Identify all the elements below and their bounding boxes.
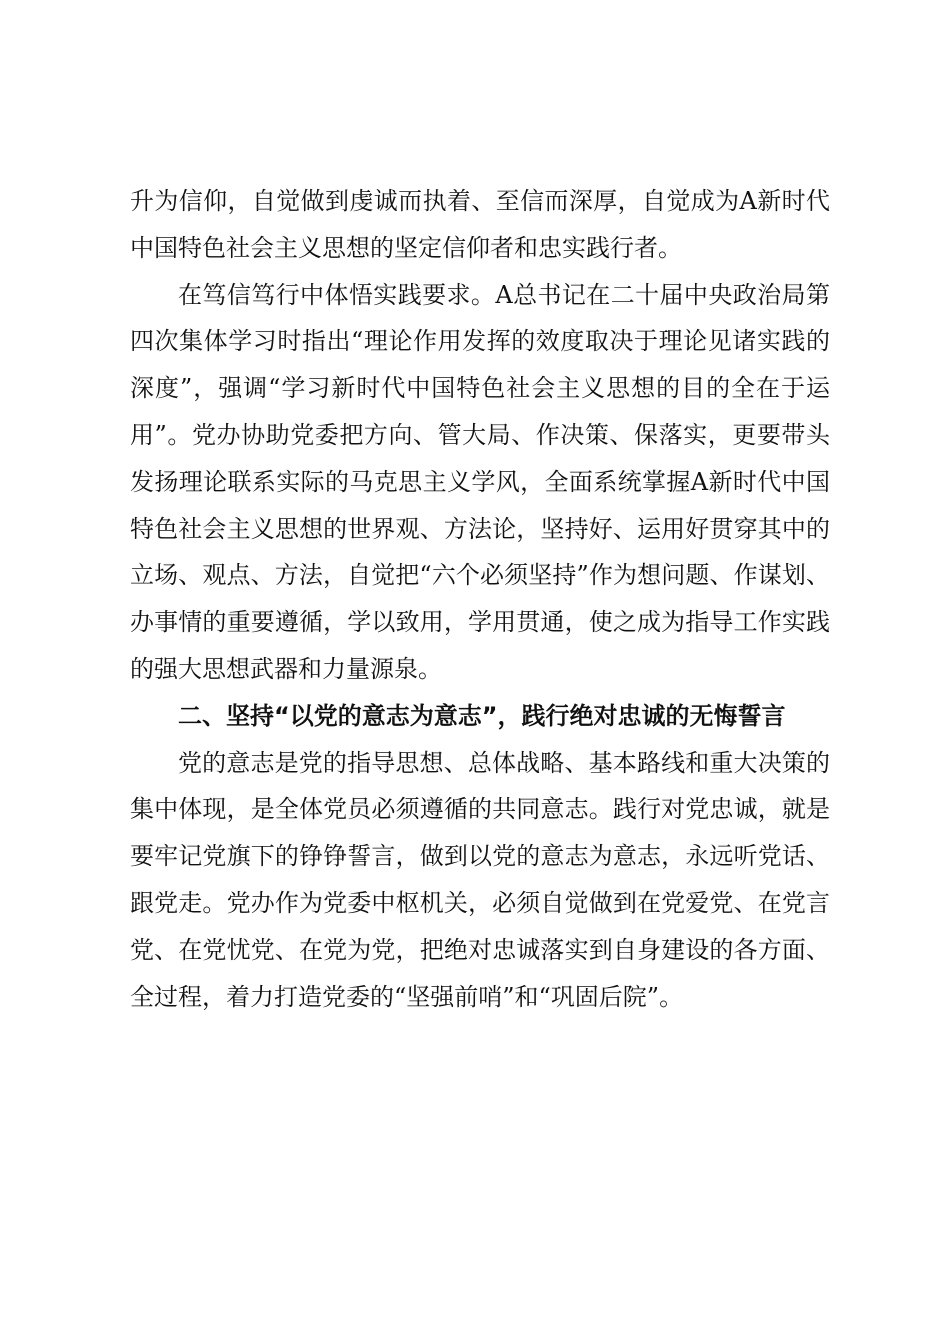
section-heading: 二、坚持“以党的意志为意志”，践行绝对忠诚的无悔誓言 [178, 701, 786, 730]
paragraph-practice-requirements: 在笃信笃行中体悟实践要求。A总书记在二十届中央政治局第四次集体学习时指出“理论作用发挥的效度取决于理论见诸实践的深度”，强调“学习新时代中国特色社会主义思想的目的全在于运用”。党办协助党委把方向、管大局、作决策、保落实，更要带头发扬理论联系实际的马克思主义学风，全面系统掌握A新时代中国特色社会主义思想的世界观、方法论，坚持好、运用好贯穿其中的立场、观点、方法，自觉把“六个必须坚持”作为想问题、作谋划、办事情的重要遵循，学以致用，学用贯通，使之成为指导工作实践的强大思想武器和力量源泉。 [130, 280, 830, 683]
document-page [130, 178, 830, 1020]
paragraph-party-will: 党的意志是党的指导思想、总体战略、基本路线和重大决策的集中体现，是全体党员必须遵循的共同意志。践行对党忠诚，就是要牢记党旗下的铮铮誓言，做到以党的意志为意志，永远听党话、跟党走。党办作为党委中枢机关，必须自觉做到在党爱党、在党言党、在党忧党、在党为党，把绝对忠诚落实到自身建设的各方面、全过程，着力打造党委的“坚强前哨”和“巩固后院”。 [130, 748, 830, 1011]
paragraph-continuation: 升为信仰，自觉做到虔诚而执着、至信而深厚，自觉成为A新时代中国特色社会主义思想的坚定信仰者和忠实践行者。 [130, 187, 830, 262]
